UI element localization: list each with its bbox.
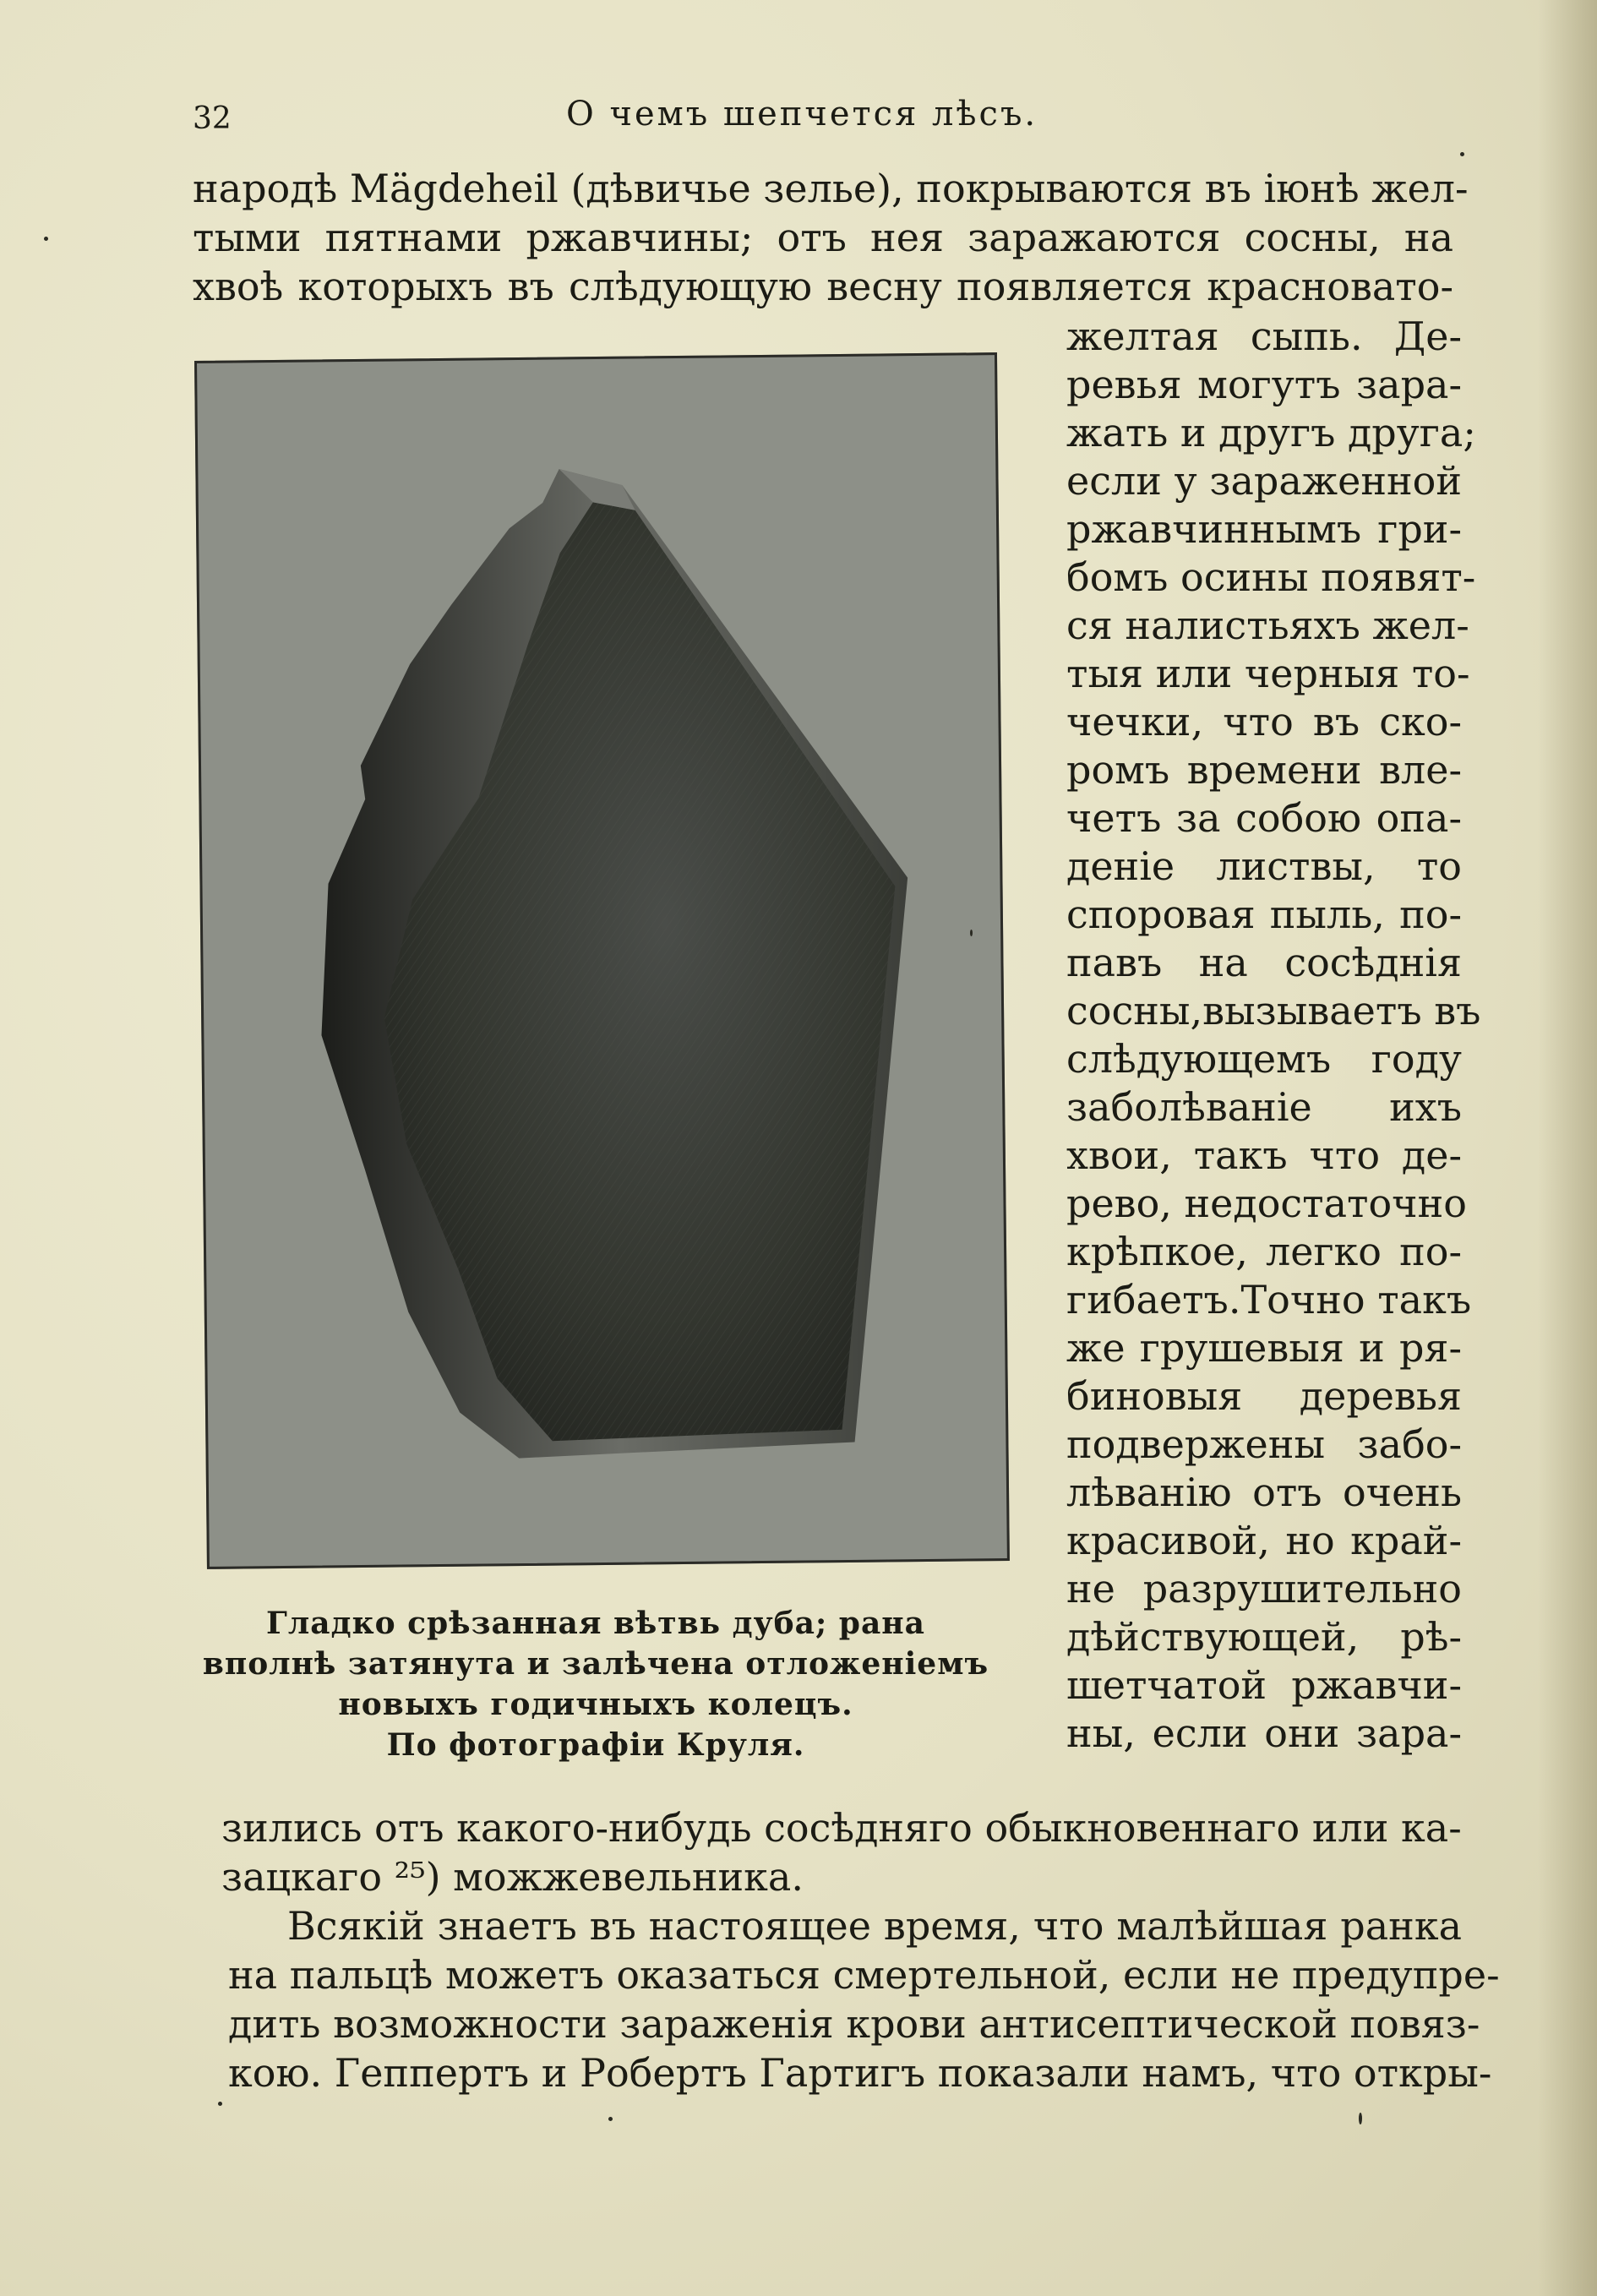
column-line: шетчатой ржавчи- [1066, 1662, 1462, 1708]
column-line: ревья могутъ зара- [1066, 362, 1462, 407]
column-line: слѣдующемъ году [1066, 1036, 1462, 1082]
column-line: не разрушительно [1066, 1566, 1462, 1612]
oak-branch-image [197, 355, 1007, 1567]
column-line: павъ на сосѣднія [1066, 940, 1462, 985]
ink-speck [608, 2117, 613, 2121]
body-line: хвоѣ которыхъ въ слѣдующую весну появляется красновато- [193, 264, 1453, 309]
column-line: ны, если они зара- [1066, 1710, 1462, 1756]
column-line: биновыя деревья [1066, 1373, 1462, 1419]
body-line: зились отъ какого-нибудь сосѣдняго обыкновеннаго или ка- [221, 1805, 1462, 1851]
ink-speck [1359, 2113, 1362, 2124]
oak-branch-photograph [194, 352, 1010, 1569]
column-line: ромъ времени вле- [1066, 747, 1462, 793]
column-line: подвержены забо- [1066, 1421, 1462, 1467]
column-line: сосны,вызываетъ въ [1066, 988, 1481, 1033]
column-line: чечки, что въ ско- [1066, 699, 1462, 744]
body-line: зацкаго ²⁵) можжевельника. [221, 1854, 804, 1900]
paragraph-first-line: Всякій знаетъ въ настоящее время, что малѣйшая ранка [287, 1903, 1462, 1949]
column-line: рево, недостаточно [1066, 1181, 1467, 1226]
column-line: четъ за собою опа- [1066, 795, 1462, 841]
body-line: тыми пятнами ржавчины; отъ нея заражаются сосны, на [193, 215, 1453, 260]
figure-caption-line: новыхъ годичныхъ колецъ. [338, 1687, 853, 1722]
column-line: жать и другъ друга; [1066, 410, 1476, 455]
ink-speck [44, 237, 48, 241]
column-line: ся налистьяхъ жел- [1066, 603, 1469, 648]
figure-caption-line: По фотографіи Круля. [386, 1727, 805, 1763]
body-line: на пальцѣ можетъ оказаться смертельной, если не предупре- [228, 1952, 1500, 1998]
page-number: 32 [193, 101, 232, 136]
column-line: лѣванію отъ очень [1066, 1470, 1462, 1515]
column-line: тыя или черныя то- [1066, 651, 1470, 696]
ink-speck [218, 2102, 222, 2106]
column-line: если у зараженной [1066, 458, 1462, 504]
column-line: красивой, но край- [1066, 1518, 1462, 1563]
page-header [0, 93, 1597, 144]
column-line: споровая пыль, по- [1066, 892, 1462, 937]
ink-speck [970, 930, 973, 936]
body-line: народѣ Mägdeheil (дѣвичье зелье), покрываются въ іюнѣ жел- [193, 166, 1469, 211]
column-line: заболѣваніе ихъ [1066, 1084, 1462, 1130]
figure-caption-line: Гладко срѣзанная вѣтвь дуба; рана [266, 1606, 925, 1641]
column-line: ржавчиннымъ гри- [1066, 506, 1462, 552]
column-line: гибаетъ.Точно такъ [1066, 1277, 1472, 1323]
column-line: желтая сыпь. Де- [1066, 314, 1462, 359]
column-line: бомъ осины появят- [1066, 554, 1476, 600]
body-line: кою. Геппертъ и Робертъ Гартигъ показали намъ, что откры- [228, 2050, 1492, 2096]
binding-shadow [1538, 0, 1597, 2296]
column-line: дѣйствующей, рѣ- [1066, 1614, 1462, 1660]
column-line: хвои, такъ что де- [1066, 1132, 1462, 1178]
column-line: же грушевыя и ря- [1066, 1325, 1462, 1371]
column-line: крѣпкое, легко по- [1066, 1229, 1462, 1274]
ink-speck [1460, 152, 1464, 156]
column-line: деніе листвы, то [1066, 843, 1462, 889]
running-title: О чемъ шепчется лѣсъ. [566, 95, 1038, 134]
figure-caption-line: вполнѣ затянута и залѣчена отложеніемъ [202, 1646, 989, 1682]
body-line: дить возможности зараженія крови антисептической повяз- [228, 2001, 1480, 2047]
